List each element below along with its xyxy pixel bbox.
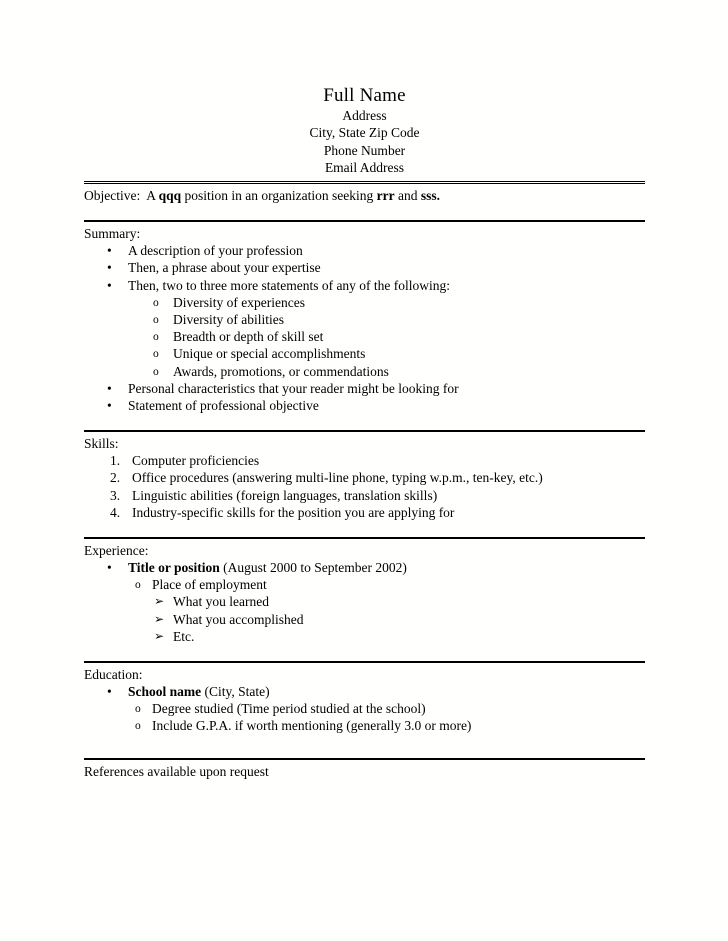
circle-bullet-icon: o <box>153 331 159 344</box>
list-item <box>84 259 645 276</box>
list-item <box>84 345 645 362</box>
experience-detail-text: Etc. <box>173 628 195 644</box>
bullet-icon: • <box>107 243 112 259</box>
experience-job-title: Title or position <box>128 560 220 576</box>
bullet-icon: • <box>107 684 112 700</box>
education-school-name: School name <box>128 684 202 700</box>
education-list <box>84 683 645 700</box>
circle-bullet-icon: o <box>153 365 159 378</box>
arrow-bullet-icon: ➢ <box>154 611 165 626</box>
summary-subitem-text: Diversity of abilities <box>173 312 284 327</box>
summary-sublist <box>84 294 645 380</box>
experience-detail-list <box>84 593 645 645</box>
summary-item-text: Then, a phrase about your expertise <box>128 260 321 276</box>
list-item <box>84 277 645 294</box>
arrow-bullet-icon: ➢ <box>154 594 165 609</box>
circle-bullet-icon: o <box>135 579 141 592</box>
list-item <box>84 611 645 628</box>
references-text: References available upon request <box>84 763 269 779</box>
arrow-bullet-icon: ➢ <box>154 628 165 643</box>
bullet-icon: • <box>107 380 112 396</box>
skills-item-text: Office procedures (answering multi-line phone, typing w.p.m., ten-key, etc.) <box>132 470 543 486</box>
circle-bullet-icon: o <box>135 720 141 733</box>
bullet-icon: • <box>107 560 112 576</box>
experience-list <box>84 559 645 576</box>
summary-subitem-text: Awards, promotions, or commendations <box>173 363 389 379</box>
summary-item-text: Statement of professional objective <box>128 398 319 414</box>
list-item <box>84 242 645 259</box>
bullet-icon: • <box>107 260 112 276</box>
contact-phone: Phone Number <box>323 142 406 158</box>
document-header <box>84 84 645 176</box>
list-number: 3. <box>110 487 121 503</box>
summary-subitem-text: Diversity of experiences <box>173 294 305 310</box>
skills-list <box>84 452 645 521</box>
list-item <box>84 487 645 504</box>
objective-placeholder-qqq: qqq <box>158 188 182 204</box>
experience-place-list <box>84 576 645 593</box>
objective-text-1: A <box>146 188 156 204</box>
summary-item-text: Then, two to three more statements of any of the following: <box>128 277 451 293</box>
list-item <box>84 559 645 576</box>
list-number: 2. <box>110 470 121 486</box>
skills-item-text: Computer proficiencies <box>132 453 260 469</box>
section-label-skills: Skills: <box>84 436 119 452</box>
circle-bullet-icon: o <box>153 314 159 326</box>
contact-city-state-zip: City, State Zip Code <box>309 125 420 141</box>
summary-item-text: A description of your profession <box>128 243 303 259</box>
experience-detail-text: What you learned <box>173 594 269 610</box>
list-item <box>84 576 645 593</box>
bullet-icon: • <box>107 277 112 293</box>
summary-subitem-text: Unique or special accomplishments <box>173 346 366 362</box>
objective-placeholder-sss: sss. <box>420 188 441 204</box>
summary-item-text: Personal characteristics that your reader might be looking for <box>128 380 459 396</box>
summary-list <box>84 242 645 294</box>
experience-place-text: Place of employment <box>152 577 267 593</box>
objective-label: Objective: <box>84 188 141 204</box>
list-item <box>84 380 645 397</box>
list-item <box>84 294 645 311</box>
education-school-location: (City, State) <box>204 684 270 700</box>
page-title: Full Name <box>323 85 406 106</box>
section-label-summary: Summary: <box>84 226 141 242</box>
skills-item-text: Linguistic abilities (foreign languages, translation skills) <box>132 487 438 503</box>
summary-subitem-text: Breadth or depth of skill set <box>173 329 324 345</box>
education-detail-text: Include G.P.A. if worth mentioning (generally 3.0 or more) <box>152 718 472 734</box>
rule-above-objective <box>84 181 645 184</box>
contact-address: Address <box>342 108 387 123</box>
objective-text-2: position in an organization seeking <box>184 188 374 204</box>
resume-content <box>84 84 645 780</box>
summary-list-tail <box>84 380 645 414</box>
list-number: 1. <box>110 453 121 469</box>
list-item <box>84 363 645 380</box>
list-item <box>84 700 645 717</box>
section-label-experience: Experience: <box>84 543 149 559</box>
objective-placeholder-rrr: rrr <box>376 188 395 204</box>
list-item <box>84 311 645 328</box>
list-item <box>84 628 645 645</box>
experience-detail-text: What you accomplished <box>173 611 304 627</box>
objective-line <box>84 187 645 204</box>
list-item <box>84 328 645 345</box>
circle-bullet-icon: o <box>135 703 141 716</box>
list-item <box>84 593 645 610</box>
list-item <box>84 717 645 734</box>
experience-job-dates: (August 2000 to September 2002) <box>223 560 407 576</box>
education-detail-text: Degree studied (Time period studied at the school) <box>152 701 426 717</box>
list-item <box>84 397 645 414</box>
education-detail-list <box>84 700 645 734</box>
circle-bullet-icon: o <box>153 348 159 361</box>
list-item <box>84 504 645 521</box>
list-item <box>84 683 645 700</box>
list-item <box>84 469 645 486</box>
list-number: 4. <box>110 504 121 520</box>
objective-text-3: and <box>398 188 418 204</box>
list-item <box>84 452 645 469</box>
skills-item-text: Industry-specific skills for the position you are applying for <box>132 504 455 520</box>
circle-bullet-icon: o <box>153 296 159 309</box>
bullet-icon: • <box>107 398 112 414</box>
section-label-education: Education: <box>84 667 143 683</box>
contact-email: Email Address <box>324 159 405 175</box>
